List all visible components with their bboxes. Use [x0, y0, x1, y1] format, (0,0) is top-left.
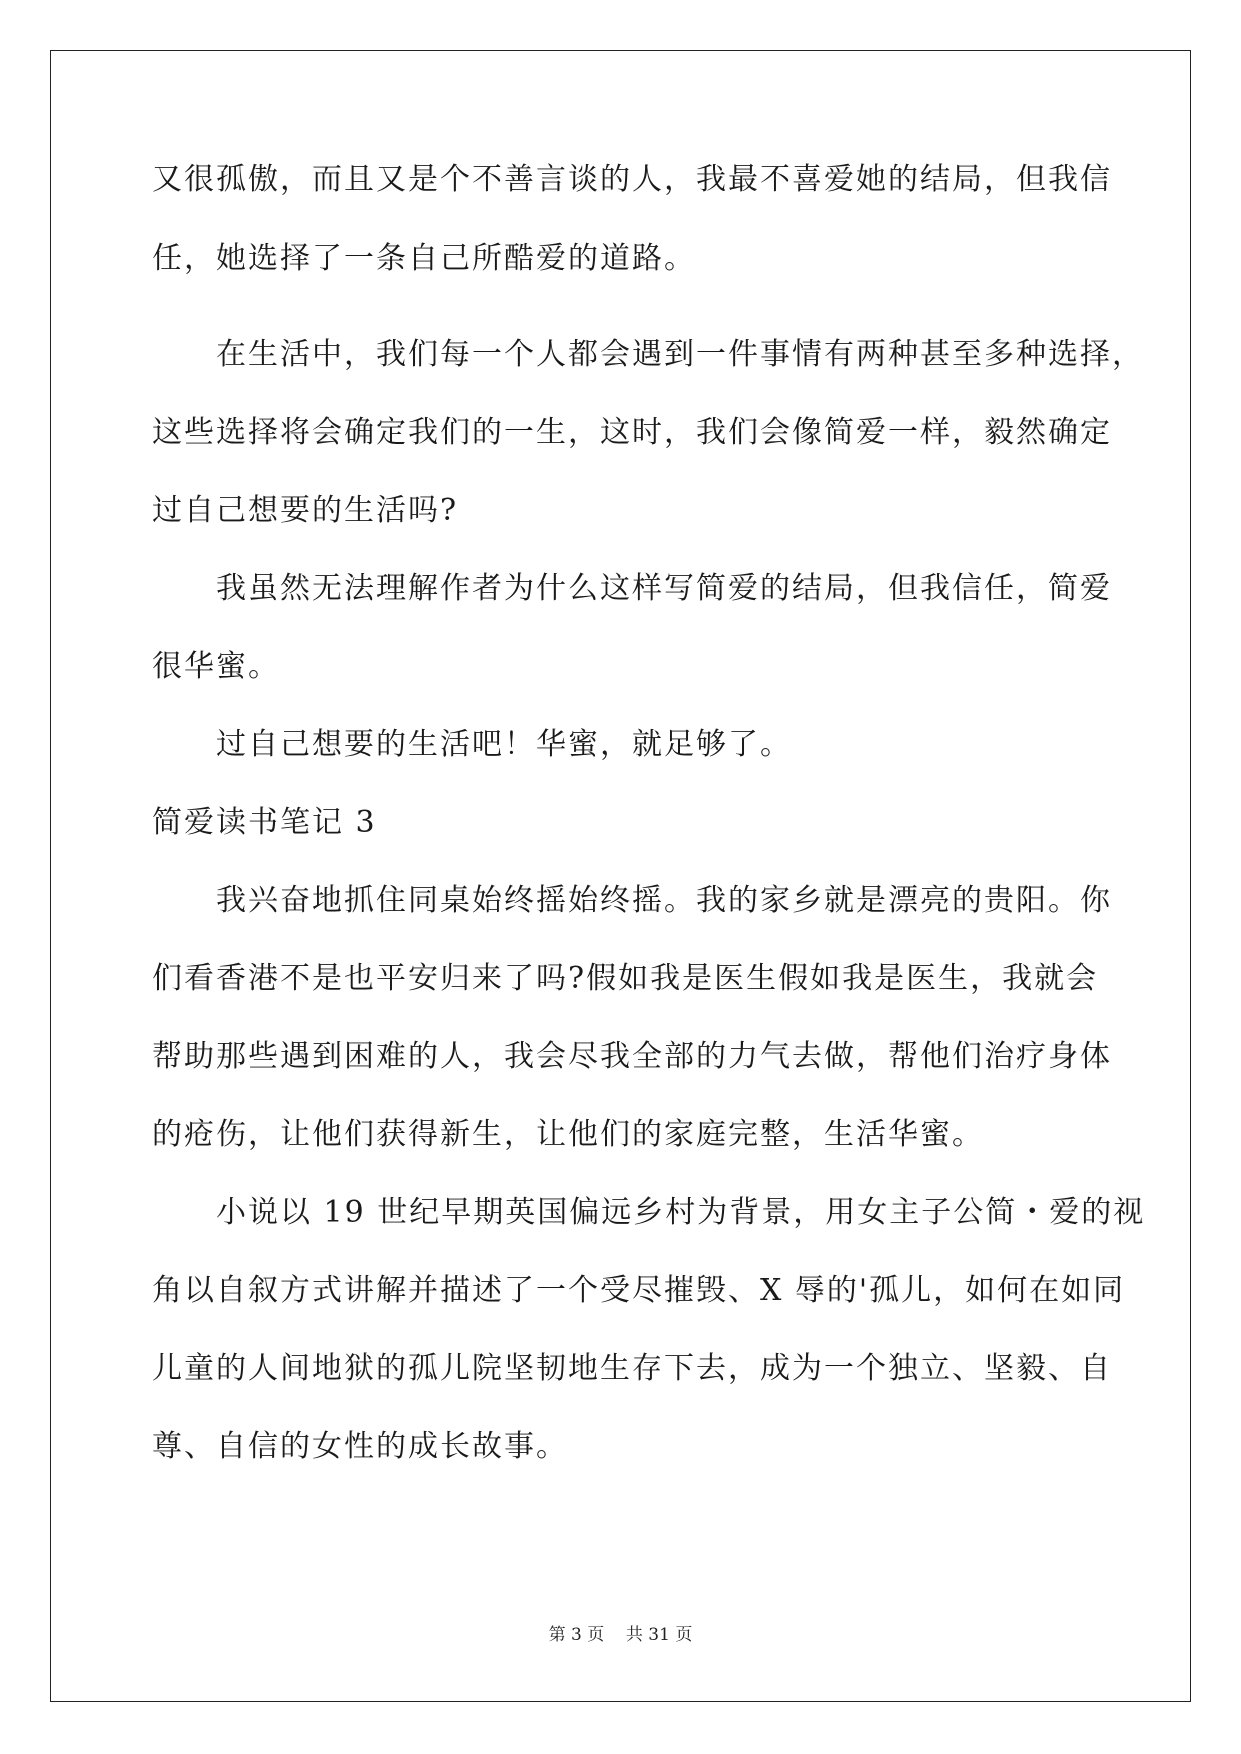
text-line: 这些选择将会确定我们的一生，这时，我们会像简爱一样，毅然确定	[152, 415, 1112, 450]
section-heading: 简爱读书笔记 3	[152, 805, 377, 840]
total-pages: 共 31 页	[625, 1625, 693, 1645]
page-number: 第 3 页	[548, 1625, 605, 1645]
text-line: 小说以 19 世纪早期英国偏远乡村为背景，用女主子公简・爱的视	[216, 1195, 1146, 1230]
text-line: 在生活中，我们每一个人都会遇到一件事情有两种甚至多种选择，	[216, 337, 1144, 372]
text-line: 过自己想要的生活吗?	[152, 493, 459, 528]
text-line: 又很孤傲，而且又是个不善言谈的人，我最不喜爱她的结局，但我信	[152, 162, 1112, 197]
text-line: 很华蜜。	[152, 649, 280, 684]
text-line: 儿童的人间地狱的孤儿院坚韧地生存下去，成为一个独立、坚毅、自	[152, 1351, 1112, 1386]
page-footer	[0, 1620, 1241, 1645]
text-line: 过自己想要的生活吧！华蜜，就足够了。	[216, 727, 792, 762]
text-line: 尊、自信的女性的成长故事。	[152, 1429, 568, 1464]
text-line: 们看香港不是也平安归来了吗?假如我是医生假如我是医生，我就会	[152, 961, 1099, 996]
text-line: 的疮伤，让他们获得新生，让他们的家庭完整，生活华蜜。	[152, 1117, 984, 1152]
text-line: 我兴奋地抓住同桌始终摇始终摇。我的家乡就是漂亮的贵阳。你	[216, 883, 1112, 918]
text-line: 角以自叙方式讲解并描述了一个受尽摧毁、X 辱的'孤儿，如何在如同	[152, 1273, 1126, 1308]
text-line: 我虽然无法理解作者为什么这样写简爱的结局，但我信任，简爱	[216, 571, 1112, 606]
text-line: 帮助那些遇到困难的人，我会尽我全部的力气去做，帮他们治疗身体	[152, 1039, 1112, 1074]
text-line: 任，她选择了一条自己所酷爱的道路。	[152, 241, 696, 276]
